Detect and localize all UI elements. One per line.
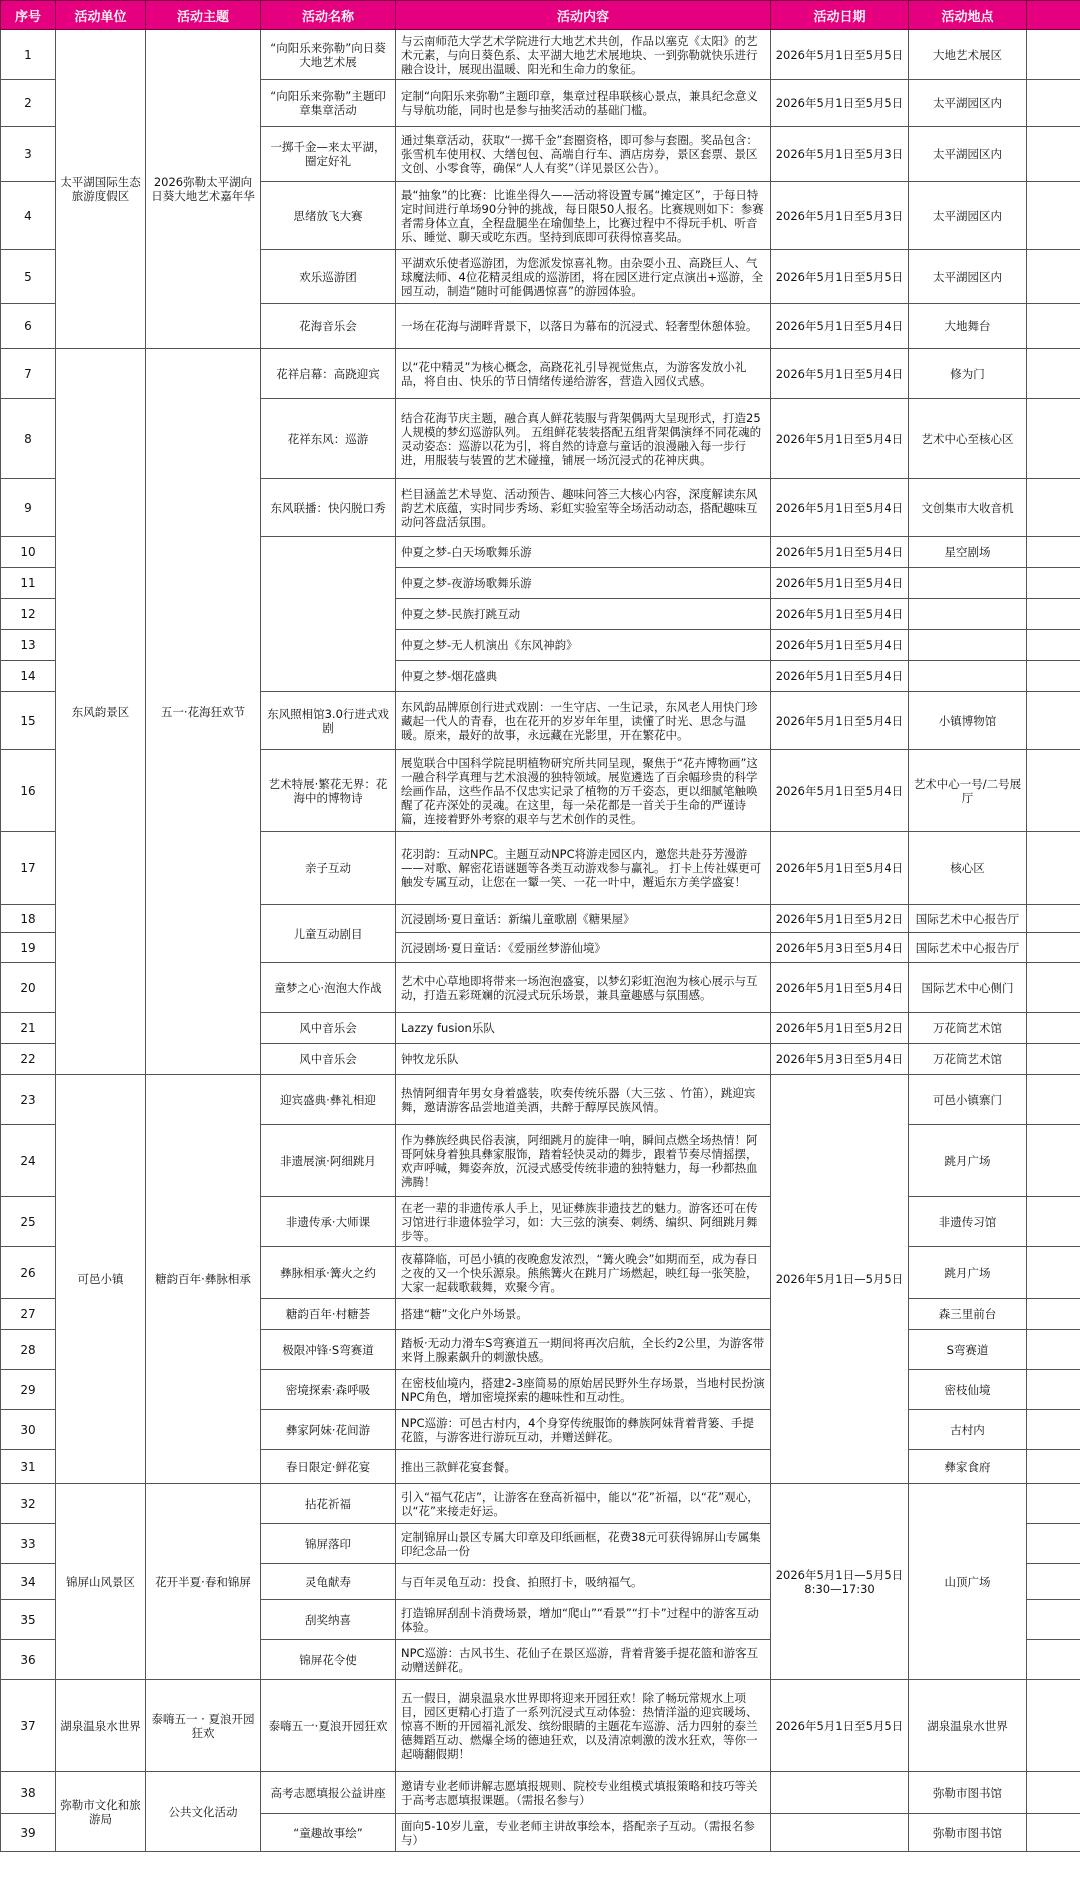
activity-unit: 湖泉温泉水世界 [56, 1680, 146, 1772]
activity-date: 2026年5月1日至5月5日 [771, 1680, 909, 1772]
activity-name: 东风照相馆3.0行进式戏剧 [261, 692, 396, 750]
blank-cell [1027, 905, 1080, 933]
activity-date [771, 1772, 909, 1814]
blank-cell [1027, 349, 1080, 399]
row-number: 10 [1, 537, 56, 568]
row-number: 36 [1, 1640, 56, 1680]
activity-place: 国际艺术中心报告厅 [909, 905, 1027, 933]
activity-theme: 公共文化活动 [146, 1772, 261, 1852]
blank-cell [1027, 1370, 1080, 1410]
activity-content: 在密枝仙境内，搭建2-3座简易的原始居民野外生存场景，当地村民扮演NPC角色，增加密境探索的趣味性和互动性。 [396, 1370, 771, 1410]
blank-cell [1027, 250, 1080, 304]
row-number: 35 [1, 1600, 56, 1640]
activity-name: 非遗展演·阿细跳月 [261, 1125, 396, 1197]
header-date: 活动日期 [771, 1, 909, 30]
activity-theme: 花开半夏·春和锦屏 [146, 1484, 261, 1680]
activity-date: 2026年5月1日至5月5日 [771, 250, 909, 304]
activity-name: 艺术特展·繁花无界：花海中的博物诗 [261, 750, 396, 832]
row-number: 8 [1, 399, 56, 479]
activity-content: 艺术中心草地即将带来一场泡泡盛宴，以梦幻彩虹泡泡为核心展示与互动，打造五彩斑斓的沉浸式玩乐场景，兼具童趣感与氛围感。 [396, 963, 771, 1013]
activity-name: “向阳乐来弥勒”向日葵大地艺术展 [261, 30, 396, 80]
activity-place: 森三里前台 [909, 1299, 1027, 1330]
activity-date: 2026年5月1日至5月4日 [771, 349, 909, 399]
row-number: 2 [1, 80, 56, 127]
activity-content: 花羽韵：互动NPC。主题互动NPC将游走园区内，邀您共赴芬芳漫游——对歌、解密花语谜题等各类互动游戏参与赢礼。 打卡上传社媒更可触发专属互动，让您在一颦一笑、一花一叶中，邂逅东方美学盛宴！ [396, 832, 771, 905]
activity-place: 古村内 [909, 1410, 1027, 1450]
header-row [1, 1, 1080, 30]
activity-name: 风中音乐会 [261, 1044, 396, 1075]
blank-cell [1027, 30, 1080, 80]
activity-content: 搭建“糖”文化户外场景。 [396, 1299, 771, 1330]
blank-cell [1027, 1075, 1080, 1125]
table-row [1, 349, 1080, 399]
activity-content: 以“花中精灵”为核心概念，高跷花礼引导视觉焦点，为游客发放小礼品，将自由、快乐的节日情绪传递给游客，营造入园仪式感。 [396, 349, 771, 399]
activity-content: 仲夏之梦-烟花盛典 [396, 661, 771, 692]
activity-place: 万花筒艺术馆 [909, 1013, 1027, 1044]
blank-cell [1027, 599, 1080, 630]
activity-date: 2026年5月1日至5月4日 [771, 568, 909, 599]
date-range: 2026年5月1日—5月5日 [775, 1567, 904, 1582]
activity-name: 拈花祈福 [261, 1484, 396, 1524]
activity-place: 跳月广场 [909, 1247, 1027, 1299]
blank-cell [1027, 661, 1080, 692]
blank-cell [1027, 1330, 1080, 1370]
blank-cell [1027, 832, 1080, 905]
table-row [1, 1680, 1080, 1772]
row-number: 4 [1, 182, 56, 250]
activity-unit: 锦屏山风景区 [56, 1484, 146, 1680]
activity-place: 大地艺术展区 [909, 30, 1027, 80]
activity-place: 核心区 [909, 832, 1027, 905]
activity-date: 2026年5月1日至5月4日 [771, 661, 909, 692]
activity-date: 2026年5月1日至5月5日 [771, 30, 909, 80]
activity-name: 儿童互动剧目 [261, 905, 396, 963]
activity-name: 迎宾盛典·彝礼相迎 [261, 1075, 396, 1125]
activity-date [771, 1484, 909, 1680]
activity-place: 跳月广场 [909, 1125, 1027, 1197]
activity-content: 一场在花海与湖畔背景下，以落日为幕布的沉浸式、轻奢型休憩体验。 [396, 304, 771, 349]
activity-place: 太平湖园区内 [909, 127, 1027, 182]
activity-place: 万花筒艺术馆 [909, 1044, 1027, 1075]
activity-content: Lazzy fusion乐队 [396, 1013, 771, 1044]
row-number: 32 [1, 1484, 56, 1524]
activity-date: 2026年5月1日至5月4日 [771, 537, 909, 568]
header-no: 序号 [1, 1, 56, 30]
blank-cell [1027, 692, 1080, 750]
row-number: 9 [1, 479, 56, 537]
row-number: 24 [1, 1125, 56, 1197]
row-number: 31 [1, 1450, 56, 1484]
row-number: 38 [1, 1772, 56, 1814]
blank-cell [1027, 1524, 1080, 1564]
activity-content: 定制“向阳乐来弥勒”主题印章，集章过程串联核心景点，兼具纪念意义与导航功能，同时也是参与抽奖活动的基础门槛。 [396, 80, 771, 127]
blank-cell [1027, 479, 1080, 537]
activity-date: 2026年5月1日至5月4日 [771, 479, 909, 537]
row-number: 22 [1, 1044, 56, 1075]
activity-place: 艺术中心至核心区 [909, 399, 1027, 479]
row-number: 28 [1, 1330, 56, 1370]
blank-cell [1027, 1410, 1080, 1450]
blank-cell [1027, 1680, 1080, 1772]
activity-theme: 糖韵百年·彝脉相承 [146, 1075, 261, 1484]
blank-cell [1027, 568, 1080, 599]
row-number: 23 [1, 1075, 56, 1125]
blank-cell [1027, 304, 1080, 349]
activity-date: 2026年5月1日至5月5日 [771, 80, 909, 127]
blank-cell [1027, 1640, 1080, 1680]
blank-cell [1027, 933, 1080, 963]
row-number: 7 [1, 349, 56, 399]
activity-date: 2026年5月3日至5月4日 [771, 1044, 909, 1075]
blank-cell [1027, 1299, 1080, 1330]
activity-content: 邀请专业老师讲解志愿填报规则、院校专业组模式填报策略和技巧等关于高考志愿填报课题。（需报名参与） [396, 1772, 771, 1814]
activity-name: 彝家阿妹·花间游 [261, 1410, 396, 1450]
activity-place: 密枝仙境 [909, 1370, 1027, 1410]
activity-place: 太平湖园区内 [909, 182, 1027, 250]
row-number: 34 [1, 1564, 56, 1600]
activity-content: 作为彝族经典民俗表演，阿细跳月的旋律一响，瞬间点燃全场热情！阿哥阿妹身着独具彝家服饰，踏着轻快灵动的舞步，跟着节奏尽情摇摆，欢声呼喊，舞姿奔放，沉浸式感受传统非遗的独特魅力，每一秒都热血沸腾！ [396, 1125, 771, 1197]
activity-unit: 太平湖国际生态旅游度假区 [56, 30, 146, 349]
activity-name: 风中音乐会 [261, 1013, 396, 1044]
activity-name: 高考志愿填报公益讲座 [261, 1772, 396, 1814]
activity-name: 非遗传承·大师课 [261, 1197, 396, 1247]
activity-place: 艺术中心一号/二号展厅 [909, 750, 1027, 832]
blank-cell [1027, 963, 1080, 1013]
activity-theme: 2026弥勒太平湖向日葵大地艺术嘉年华 [146, 30, 261, 349]
header-unit: 活动单位 [56, 1, 146, 30]
row-number: 39 [1, 1814, 56, 1852]
activity-name: 亲子互动 [261, 832, 396, 905]
activity-place: 国际艺术中心报告厅 [909, 933, 1027, 963]
activity-place: 文创集市大收音机 [909, 479, 1027, 537]
blank-cell [1027, 1197, 1080, 1247]
row-number: 6 [1, 304, 56, 349]
activity-date [771, 1814, 909, 1852]
activity-content: 推出三款鲜花宴套餐。 [396, 1450, 771, 1484]
activity-content: 仲夏之梦-夜游场歌舞乐游 [396, 568, 771, 599]
row-number: 33 [1, 1524, 56, 1564]
blank-cell [1027, 1247, 1080, 1299]
row-number: 30 [1, 1410, 56, 1450]
activity-date: 2026年5月1日至5月4日 [771, 399, 909, 479]
row-number: 11 [1, 568, 56, 599]
activity-content: 通过集章活动，获取“一掷千金”套圈资格，即可参与套圈。奖品包含：张雪机车使用权、大缮包包、高端自行车、酒店房券，景区套票、景区文创、小零食等，确保“人人有奖”（详见景区公告）。 [396, 127, 771, 182]
activity-place: 大地舞台 [909, 304, 1027, 349]
activity-place: 小镇博物馆 [909, 692, 1027, 750]
activity-content: 栏目涵盖艺术导览、活动预告、趣味问答三大核心内容，深度解读东风韵艺术底蕴，实时同步秀场、彩虹实验室等全场活动动态，搭配趣味互动问答盘活氛围。 [396, 479, 771, 537]
activity-content: 夜幕降临，可邑小镇的夜晚愈发浓烈，“篝火晚会”如期而至，成为春日之夜的又一个快乐源泉。熊熊篝火在跳月广场燃起，映红每一张笑脸，大家一起载歌载舞，欢聚今宵。 [396, 1247, 771, 1299]
row-number: 3 [1, 127, 56, 182]
activity-name: 密境探索·森呼吸 [261, 1370, 396, 1410]
row-number: 17 [1, 832, 56, 905]
activity-content: 打造锦屏刮刮卡消费场景，增加“爬山”“看景”“打卡”过程中的游客互动体验。 [396, 1600, 771, 1640]
row-number: 1 [1, 30, 56, 80]
activity-name: 花祥启幕：高跷迎宾 [261, 349, 396, 399]
activity-name: “童趣故事绘” [261, 1814, 396, 1852]
blank-cell [1027, 1564, 1080, 1600]
activity-content: 仲夏之梦-白天场歌舞乐游 [396, 537, 771, 568]
table-row [1, 1772, 1080, 1814]
header-theme: 活动主题 [146, 1, 261, 30]
row-number: 29 [1, 1370, 56, 1410]
blank-cell [1027, 127, 1080, 182]
blank-cell [1027, 1125, 1080, 1197]
activity-date: 2026年5月1日至5月4日 [771, 832, 909, 905]
blank-cell [1027, 1450, 1080, 1484]
activity-name: 春日限定·鲜花宴 [261, 1450, 396, 1484]
activity-name: 刮奖纳喜 [261, 1600, 396, 1640]
activity-content: 展览联合中国科学院昆明植物研究所共同呈现，聚焦于“花卉博物画”这一融合科学真理与艺术浪漫的独特领域。展览遴选了百余幅珍贵的科学绘画作品，这些作品不仅忠实记录了植物的万千姿态，更以细腻笔触唤醒了花卉深处的灵魂。在这里，每一朵花都是一首关于生命的严谨诗篇，连接着野外考察的艰辛与艺术创作的灵性。 [396, 750, 771, 832]
activity-content: 引入“福气花店”，让游客在登高祈福中，能以“花”祈福，以“花”观心，以“花”来接走好运。 [396, 1484, 771, 1524]
activity-date: 2026年5月1日至5月2日 [771, 1013, 909, 1044]
activity-place [909, 661, 1027, 692]
row-number: 13 [1, 630, 56, 661]
activity-date: 2026年5月1日至5月3日 [771, 182, 909, 250]
blank-cell [1027, 1600, 1080, 1640]
row-number: 19 [1, 933, 56, 963]
header-blank [1027, 1, 1080, 30]
activity-date: 2026年5月1日至5月4日 [771, 963, 909, 1013]
activity-place: 太平湖园区内 [909, 80, 1027, 127]
activity-name: 彝脉相承·篝火之约 [261, 1247, 396, 1299]
row-number: 26 [1, 1247, 56, 1299]
row-number: 12 [1, 599, 56, 630]
row-number: 21 [1, 1013, 56, 1044]
activity-place: 彝家食府 [909, 1450, 1027, 1484]
row-number: 15 [1, 692, 56, 750]
activity-unit: 可邑小镇 [56, 1075, 146, 1484]
blank-cell [1027, 1044, 1080, 1075]
activity-content: 在老一辈的非遗传承人手上，见证彝族非遗技艺的魅力。游客还可在传习馆进行非遗体验学习，如：大三弦的演奏、刺绣、编织、阿细跳月舞步等。 [396, 1197, 771, 1247]
activity-content: 东风韵品牌原创行进式戏剧：一生守店、一生记录，东风老人用快门珍藏起一代人的青春，也在花开的岁岁年年里，读懂了时光、思念与温暖。原来，最好的故事，永远藏在光影里，开在繁花中。 [396, 692, 771, 750]
blank-cell [1027, 537, 1080, 568]
activity-content: 五一假日，湖泉温泉水世界即将迎来开园狂欢！除了畅玩常规水上项目，园区更精心打造了一系列沉浸式互动体验：热情洋溢的迎宾暖场、惊喜不断的开园福礼派发、缤纷眼睛的主题花车巡游、活力四射的泰兰德舞蹈互动、燃爆全场的德迪狂欢，以及清凉刺激的泼水狂欢，等你一起嗨翻假期！ [396, 1680, 771, 1772]
activity-place: 湖泉温泉水世界 [909, 1680, 1027, 1772]
activity-content: NPC巡游：可邑古村内，4个身穿传统服饰的彝族阿妹背着背篓、手提花篮，与游客进行游玩互动，并赠送鲜花。 [396, 1410, 771, 1450]
blank-cell [1027, 1772, 1080, 1814]
row-number: 16 [1, 750, 56, 832]
activity-content: 踏板·无动力滑车S弯赛道五一期间将再次启航，全长约2公里，为游客带来肾上腺素飙升的刺激快感。 [396, 1330, 771, 1370]
activity-date: 2026年5月1日—5月5日 [771, 1075, 909, 1484]
row-number: 5 [1, 250, 56, 304]
activity-place: 修为门 [909, 349, 1027, 399]
activity-place: S弯赛道 [909, 1330, 1027, 1370]
activity-name: 泰嗨五一·夏浪开园狂欢 [261, 1680, 396, 1772]
activity-name: 花海音乐会 [261, 304, 396, 349]
header-name: 活动名称 [261, 1, 396, 30]
blank-cell [1027, 1484, 1080, 1524]
activity-place: 太平湖园区内 [909, 250, 1027, 304]
activity-name: 花祥东风：巡游 [261, 399, 396, 479]
activity-name: 童梦之心·泡泡大作战 [261, 963, 396, 1013]
activity-place: 国际艺术中心侧门 [909, 963, 1027, 1013]
activity-content: 沉浸剧场·夏日童话：新编儿童歌剧《糖果屋》 [396, 905, 771, 933]
activity-place [909, 568, 1027, 599]
table-row [1, 1484, 1080, 1524]
header-place: 活动地点 [909, 1, 1027, 30]
activity-content: 沉浸剧场·夏日童话：《爱丽丝梦游仙境》 [396, 933, 771, 963]
activity-name: 思绪放飞大赛 [261, 182, 396, 250]
activity-place: 非遗传习馆 [909, 1197, 1027, 1247]
activity-place: 弥勒市图书馆 [909, 1814, 1027, 1852]
blank-cell [1027, 630, 1080, 661]
activity-content: NPC巡游：古风书生、花仙子在景区巡游，背着背篓手提花篮和游客互动赠送鲜花。 [396, 1640, 771, 1680]
activity-name: 灵龟献寿 [261, 1564, 396, 1600]
row-number: 20 [1, 963, 56, 1013]
blank-cell [1027, 1013, 1080, 1044]
table-row [1, 30, 1080, 80]
blank-cell [1027, 1814, 1080, 1852]
activity-date: 2026年5月1日至5月4日 [771, 750, 909, 832]
header-content: 活动内容 [396, 1, 771, 30]
activity-place [909, 599, 1027, 630]
activity-date: 2026年5月1日至5月4日 [771, 304, 909, 349]
row-number: 18 [1, 905, 56, 933]
activity-date: 2026年5月3日至5月4日 [771, 933, 909, 963]
blank-cell [1027, 399, 1080, 479]
row-number: 27 [1, 1299, 56, 1330]
activity-content: 仲夏之梦-民族打跳互动 [396, 599, 771, 630]
row-number: 25 [1, 1197, 56, 1247]
activity-name: “向阳乐来弥勒”主题印章集章活动 [261, 80, 396, 127]
activity-name: 一掷千金—来太平湖，圈定好礼 [261, 127, 396, 182]
activity-content: 平湖欢乐使者巡游团，为您派发惊喜礼物。由杂耍小丑、高跷巨人、气球魔法师、4位花精灵组成的巡游团，将在园区进行定点演出+巡游，全园互动，制造“随时可能偶遇惊喜”的游园体验。 [396, 250, 771, 304]
activity-name: 欢乐巡游团 [261, 250, 396, 304]
activity-place: 山顶广场 [909, 1484, 1027, 1680]
activity-place: 可邑小镇寨门 [909, 1075, 1027, 1125]
activity-name: 糖韵百年·村糖荟 [261, 1299, 396, 1330]
blank-cell [1027, 750, 1080, 832]
table-row [1, 1075, 1080, 1125]
activity-content: 与百年灵龟互动：投食、拍照打卡，吸纳福气。 [396, 1564, 771, 1600]
activity-date: 2026年5月1日至5月4日 [771, 599, 909, 630]
activity-date: 2026年5月1日至5月4日 [771, 692, 909, 750]
activity-content: 结合花海节庆主题，融合真人鲜花装服与背架偶两大呈现形式，打造25人规模的梦幻巡游队列。 五组鲜花装装搭配五组背架偶演绎不同花魂的灵动姿态：巡游以花为引，将自然的诗意与童话的浪漫融入每一步行进，用服装与装置的艺术碰撞，铺展一场沉浸式的花神庆典。 [396, 399, 771, 479]
activity-content: 钟牧龙乐队 [396, 1044, 771, 1075]
activity-place: 星空剧场 [909, 537, 1027, 568]
activity-content: 定制锦屏山景区专属大印章及印纸画框，花费38元可获得锦屏山专属集印纪念品一份 [396, 1524, 771, 1564]
activity-unit: 弥勒市文化和旅游局 [56, 1772, 146, 1852]
activity-content: 热情阿细青年男女身着盛装，吹奏传统乐器（大三弦 、竹笛），跳迎宾舞，邀请游客品尝地道美酒，共醉于醇厚民族风情。 [396, 1075, 771, 1125]
activity-unit: 东风韵景区 [56, 349, 146, 1075]
activity-name [261, 537, 396, 692]
activity-date: 2026年5月1日至5月4日 [771, 630, 909, 661]
activity-name: 东风联播：快闪脱口秀 [261, 479, 396, 537]
activity-name: 锦屏落印 [261, 1524, 396, 1564]
activity-content: 仲夏之梦-无人机演出《东风神韵》 [396, 630, 771, 661]
activity-name: 锦屏花令使 [261, 1640, 396, 1680]
activity-date: 2026年5月1日至5月2日 [771, 905, 909, 933]
time-range: 8:30—17:30 [804, 1581, 875, 1596]
activity-content: 与云南师范大学艺术学院进行大地艺术共创，作品以塞克《太阳》的艺术元素，与向日葵色系、太平湖大地艺术展地块、一到弥勒就快乐进行融合设计，展现出温暖、阳光和生命力的象征。 [396, 30, 771, 80]
activity-theme: 泰嗨五一 · 夏浪开园狂欢 [146, 1680, 261, 1772]
blank-cell [1027, 182, 1080, 250]
row-number: 37 [1, 1680, 56, 1772]
activity-content: 面向5-10岁儿童，专业老师主讲故事绘本，搭配亲子互动。（需报名参与） [396, 1814, 771, 1852]
blank-cell [1027, 80, 1080, 127]
activity-place [909, 630, 1027, 661]
activity-content: 最“抽象”的比赛：比谁坐得久——活动将设置专属“摊定区”，于每日特定时间进行单场90分钟的挑战，每日限50人报名。比赛规则如下：参赛者需身体立直，全程盘腿坐在瑜伽垫上，比赛过程中不得玩手机、听音乐、睡觉、聊天或吃东西。坚持到底即可获得惊喜奖品。 [396, 182, 771, 250]
row-number: 14 [1, 661, 56, 692]
activity-place: 弥勒市图书馆 [909, 1772, 1027, 1814]
activity-date: 2026年5月1日至5月3日 [771, 127, 909, 182]
activity-theme: 五一·花海狂欢节 [146, 349, 261, 1075]
activity-name: 极限冲锋·S弯赛道 [261, 1330, 396, 1370]
